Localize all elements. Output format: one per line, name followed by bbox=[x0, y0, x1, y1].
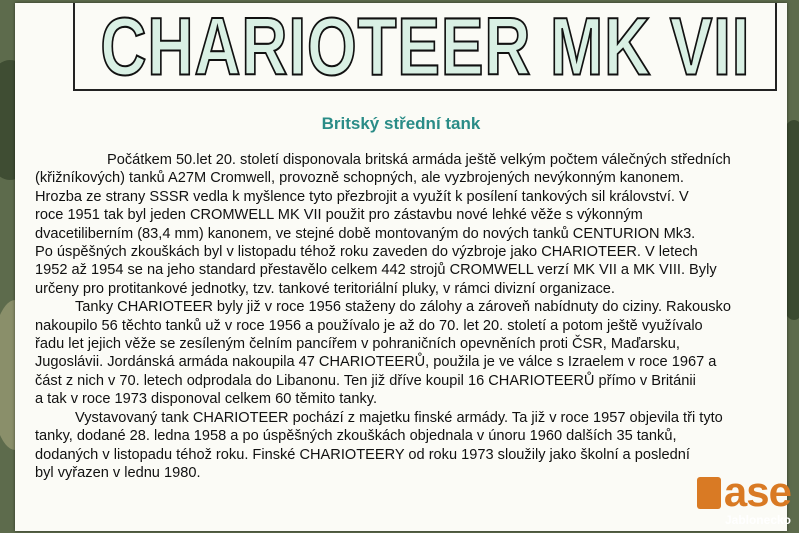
text-line: Vystavovaný tank CHARIOTEER pochází z majetku finské armády. Ta již v roce 1957 objevila tři tyto bbox=[75, 409, 723, 426]
watermark-logo bbox=[687, 469, 797, 531]
text-line: Tanky CHARIOTEER byly již v roce 1956 staženy do zálohy a zároveň nabídnuty do ciziny. Rakousko bbox=[75, 299, 731, 316]
text-line: Počátkem 50.let 20. století disponovala britská armáda ještě velkým počtem válečných středních bbox=[107, 152, 731, 168]
paragraph-1 bbox=[35, 151, 783, 298]
text-line: dodaných v listopadu téhož roku. Finské CHARIOTEERY od roku 1973 sloužily jako školní a poslední bbox=[35, 446, 690, 463]
paragraph-3 bbox=[35, 409, 783, 483]
text-line: roce 1951 tak byl jeden CROMWELL MK VII použit pro zástavbu nové lehké věže s výkonným bbox=[35, 207, 643, 224]
title-frame bbox=[73, 3, 777, 91]
paragraph-2 bbox=[35, 298, 783, 408]
text-line: Hrozba ze strany SSSR vedla k myšlence tyto přezbrojit a využít k posílení tankových sil království. V bbox=[35, 188, 689, 205]
logo-word: ase bbox=[723, 468, 791, 515]
text-line: (křižníkových) tanků A27M Cromwell, provozně schopných, ale vyzbrojených nevýkonným kanonem. bbox=[35, 170, 684, 187]
logo-mark-icon bbox=[697, 477, 721, 509]
sign-title: CHARIOTEER MK VII bbox=[99, 3, 751, 93]
text-line: a tak v roce 1973 disponoval celkem 60 těmito tanky. bbox=[35, 391, 378, 408]
sign-body bbox=[35, 151, 783, 482]
info-sign bbox=[15, 3, 787, 531]
text-line: část z nich v 70. letech odprodala do Libanonu. Ten již dříve koupil 16 CHARIOTEERŮ přímo v Británii bbox=[35, 372, 696, 389]
text-line: 1952 až 1954 se na jeho standard přestavělo celkem 442 strojů CROMWELL verzí MK VII a MK VIII. Byly bbox=[35, 262, 717, 279]
text-line: určeny pro protitankové jednotky, tzv. tankové teritoriální pluky, v rámci divizní organizace. bbox=[35, 280, 615, 297]
text-line: Po úspěšných zkouškách byl v listopadu téhož roku zaveden do výzbroje jako CHARIOTEER. V letech bbox=[35, 244, 698, 261]
text-line: dvacetiliberním (83,4 mm) kanonem, ve stejné době montovaným do nových tanků CENTURION Mk3. bbox=[35, 225, 696, 242]
text-line: nakoupilo 56 těchto tanků už v roce 1956 a používalo je až do 70. let 20. století a potom ještě využívalo bbox=[35, 317, 703, 334]
logo-location: Jablonecko bbox=[724, 513, 791, 527]
text-line: tanky, dodané 28. ledna 1958 a po úspěšných zkouškách objednala v únoru 1960 dalších 35 tanků, bbox=[35, 428, 677, 445]
text-line: řadu let jejich věže se zesíleným čelním pancířem v pohraničních opevněních proti ČSR, Maďarsku, bbox=[35, 336, 680, 353]
text-line: Jugoslávii. Jordánská armáda nakoupila 47 CHARIOTEERŮ, použila je ve válce s Izraelem v roce 1967 a bbox=[35, 354, 717, 371]
text-line: byl vyřazen v lednu 1980. bbox=[35, 464, 201, 481]
sign-subtitle: Britský střední tank bbox=[321, 114, 481, 133]
